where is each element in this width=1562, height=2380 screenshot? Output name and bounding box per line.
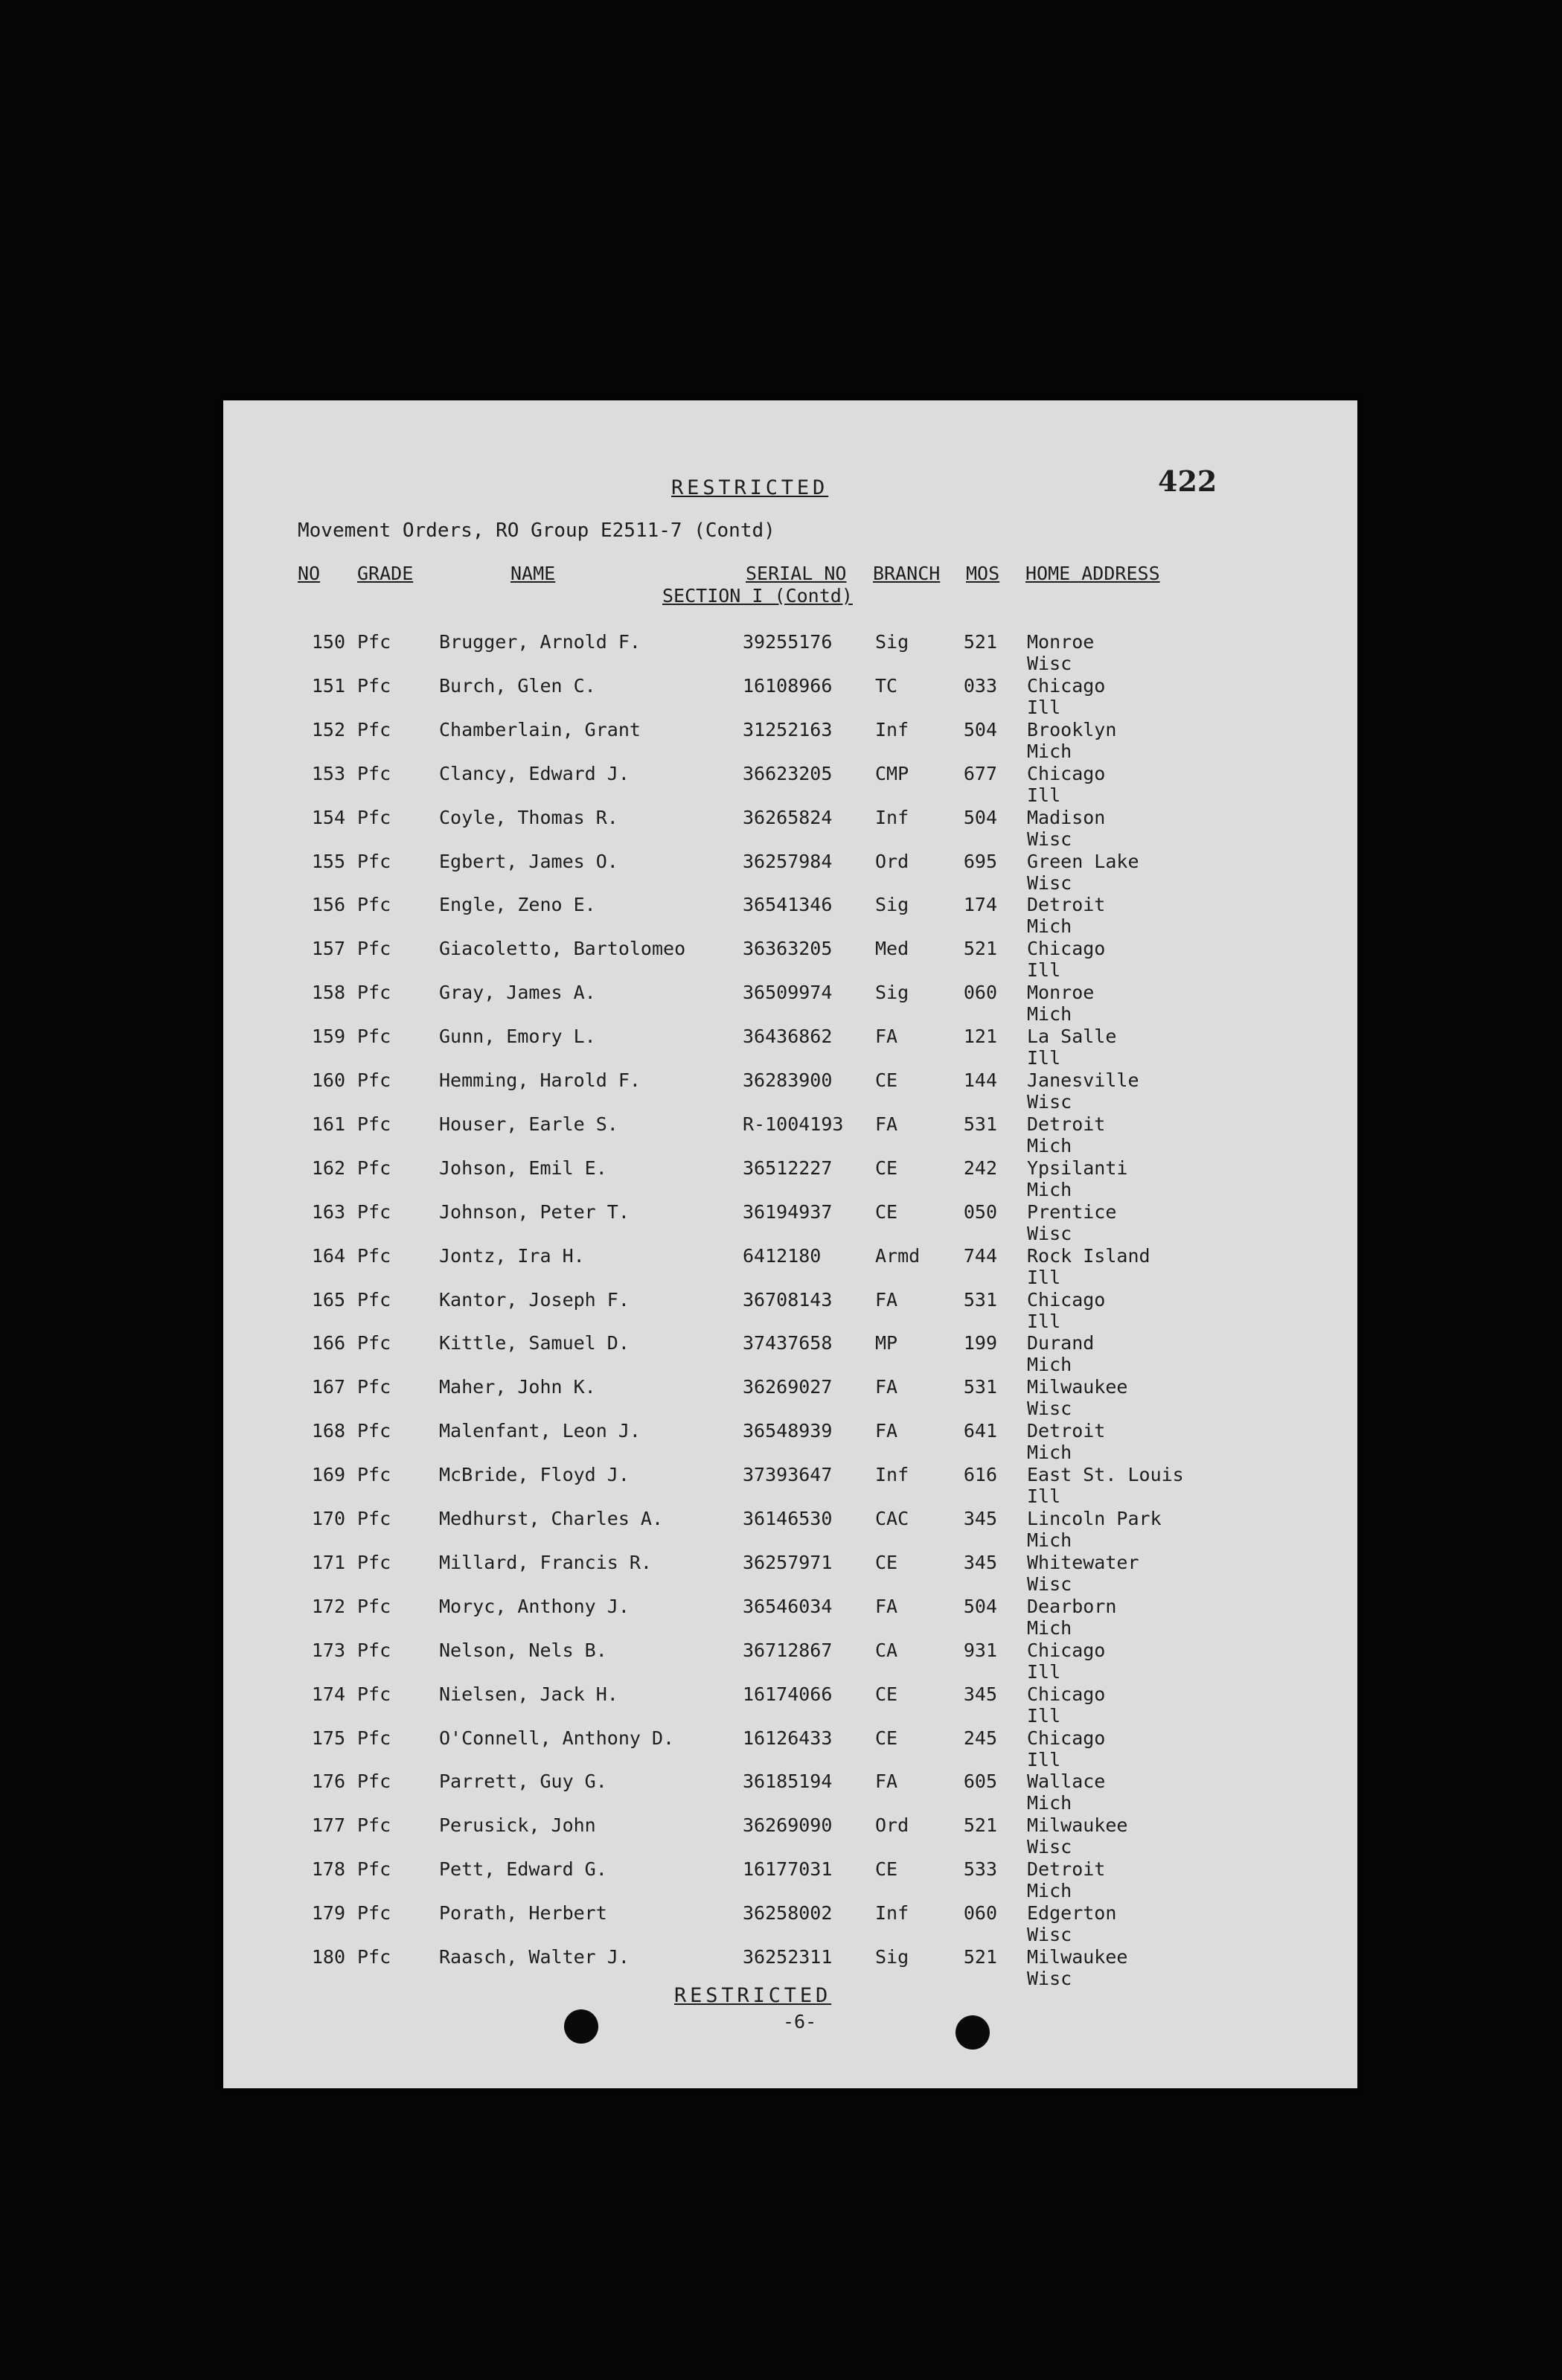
home-city-cell: Milwaukee — [1027, 1946, 1128, 1968]
grade-cell: Pfc — [357, 1508, 391, 1529]
name-cell: Jontz, Ira H. — [439, 1244, 585, 1267]
grade-cell: Pfc — [357, 1332, 391, 1354]
branch-cell: Sig — [875, 631, 909, 653]
home-state-cell: Wisc — [1027, 871, 1072, 894]
mos-cell: 605 — [963, 1770, 997, 1793]
home-city-cell: Madison — [1027, 806, 1106, 828]
branch-cell: Inf — [875, 1902, 909, 1925]
name-cell: Hemming, Harold F. — [439, 1069, 641, 1091]
name-cell: Medhurst, Charles A. — [439, 1508, 664, 1529]
row-number: 150 — [311, 631, 345, 653]
name-cell: Chamberlain, Grant — [439, 718, 641, 740]
branch-cell: Inf — [875, 1464, 909, 1486]
home-city-cell: Wallace — [1027, 1770, 1106, 1793]
branch-cell: FA — [875, 1113, 898, 1135]
mos-cell: 050 — [963, 1200, 997, 1223]
mos-cell: 033 — [963, 674, 997, 697]
grade-cell: Pfc — [357, 1639, 391, 1661]
page-number: 422 — [1158, 464, 1217, 498]
row-number: 180 — [311, 1946, 345, 1968]
grade-cell: Pfc — [357, 1946, 391, 1968]
serial-number-cell: 36509974 — [743, 982, 833, 1004]
home-city-cell: Milwaukee — [1027, 1814, 1128, 1837]
row-number: 171 — [311, 1551, 345, 1573]
home-city-cell: Milwaukee — [1027, 1376, 1128, 1398]
home-city-cell: Prentice — [1027, 1200, 1117, 1223]
name-cell: Egbert, James O. — [439, 850, 618, 872]
mos-cell: 531 — [963, 1376, 997, 1398]
mos-cell: 060 — [963, 982, 997, 1004]
home-state-cell: Mich — [1027, 1134, 1072, 1157]
home-state-cell: Mich — [1027, 1003, 1072, 1026]
home-city-cell: Dearborn — [1027, 1595, 1117, 1617]
name-cell: Johson, Emil E. — [439, 1157, 607, 1179]
serial-number-cell: 36512227 — [743, 1157, 833, 1179]
row-number: 165 — [311, 1288, 345, 1311]
row-number: 158 — [311, 982, 345, 1004]
home-state-cell: Mich — [1027, 1529, 1072, 1551]
row-number: 167 — [311, 1376, 345, 1398]
row-number: 172 — [311, 1595, 345, 1617]
grade-cell: Pfc — [357, 1464, 391, 1486]
home-state-cell: Ill — [1027, 1266, 1061, 1288]
home-state-cell: Wisc — [1027, 1836, 1072, 1858]
row-number: 156 — [311, 894, 345, 916]
home-city-cell: Chicago — [1027, 1288, 1106, 1311]
document-title: Movement Orders, RO Group E2511-7 (Contd) — [298, 519, 775, 542]
name-cell: Gunn, Emory L. — [439, 1026, 596, 1048]
branch-cell: Ord — [875, 850, 909, 872]
serial-number-cell: 36265824 — [743, 806, 833, 828]
home-state-cell: Wisc — [1027, 1398, 1072, 1420]
home-state-cell: Mich — [1027, 915, 1072, 938]
table-row — [223, 894, 1357, 937]
table-row — [223, 1683, 1357, 1727]
table-row — [223, 982, 1357, 1025]
column-header-grade: GRADE — [357, 563, 414, 584]
serial-number-cell: 36623205 — [743, 762, 833, 784]
home-city-cell: Janesville — [1027, 1069, 1139, 1091]
table-row — [223, 1770, 1357, 1814]
mos-cell: 521 — [963, 1814, 997, 1837]
table-row — [223, 1858, 1357, 1901]
branch-cell: FA — [875, 1595, 898, 1617]
home-city-cell: Detroit — [1027, 894, 1106, 916]
grade-cell: Pfc — [357, 1814, 391, 1837]
serial-number-cell: 36541346 — [743, 894, 833, 916]
row-number: 152 — [311, 718, 345, 740]
table-row — [223, 1289, 1357, 1332]
mos-cell: 931 — [963, 1639, 997, 1661]
serial-number-cell: 16108966 — [743, 674, 833, 697]
home-state-cell: Wisc — [1027, 828, 1072, 850]
row-number: 179 — [311, 1902, 345, 1925]
name-cell: Burch, Glen C. — [439, 674, 596, 697]
grade-cell: Pfc — [357, 631, 391, 653]
row-number: 175 — [311, 1727, 345, 1749]
name-cell: Brugger, Arnold F. — [439, 631, 641, 653]
row-number: 161 — [311, 1113, 345, 1135]
home-state-cell: Ill — [1027, 1047, 1061, 1069]
mos-cell: 199 — [963, 1332, 997, 1354]
serial-number-cell: 36269027 — [743, 1376, 833, 1398]
table-row — [223, 763, 1357, 806]
home-state-cell: Wisc — [1027, 1968, 1072, 1989]
home-city-cell: Durand — [1027, 1332, 1095, 1354]
grade-cell: Pfc — [357, 762, 391, 784]
table-row — [223, 1113, 1357, 1157]
home-city-cell: Edgerton — [1027, 1902, 1117, 1925]
home-city-cell: Detroit — [1027, 1113, 1106, 1135]
row-number: 173 — [311, 1639, 345, 1661]
name-cell: Nielsen, Jack H. — [439, 1683, 618, 1705]
grade-cell: Pfc — [357, 982, 391, 1004]
home-state-cell: Mich — [1027, 1616, 1072, 1639]
home-city-cell: Detroit — [1027, 1420, 1106, 1442]
table-row — [223, 1902, 1357, 1945]
serial-number-cell: 36363205 — [743, 938, 833, 960]
table-row — [223, 675, 1357, 718]
home-city-cell: Chicago — [1027, 1683, 1106, 1705]
branch-cell: CE — [875, 1858, 898, 1881]
home-city-cell: Chicago — [1027, 1639, 1106, 1661]
home-state-cell: Ill — [1027, 784, 1061, 806]
mos-cell: 060 — [963, 1902, 997, 1925]
document-page — [223, 400, 1357, 2088]
serial-number-cell: 36712867 — [743, 1639, 833, 1661]
serial-number-cell: 16177031 — [743, 1858, 833, 1881]
serial-number-cell: 36252311 — [743, 1946, 833, 1968]
mos-cell: 521 — [963, 938, 997, 960]
mos-cell: 533 — [963, 1858, 997, 1881]
home-state-cell: Mich — [1027, 1354, 1072, 1376]
serial-number-cell: 37393647 — [743, 1464, 833, 1486]
mos-cell: 504 — [963, 1595, 997, 1617]
mos-cell: 345 — [963, 1683, 997, 1705]
column-header-name: NAME — [510, 563, 556, 584]
grade-cell: Pfc — [357, 1683, 391, 1705]
column-header-mos: MOS — [966, 563, 1000, 584]
column-header-no: NO — [298, 563, 321, 584]
table-row — [223, 1069, 1357, 1113]
home-state-cell: Ill — [1027, 696, 1061, 718]
table-row — [223, 1245, 1357, 1288]
home-city-cell: Monroe — [1027, 982, 1095, 1004]
mos-cell: 121 — [963, 1026, 997, 1048]
home-state-cell: Wisc — [1027, 1091, 1072, 1113]
mos-cell: 521 — [963, 1946, 997, 1968]
row-number: 159 — [311, 1026, 345, 1048]
branch-cell: FA — [875, 1420, 898, 1442]
home-state-cell: Ill — [1027, 1485, 1061, 1508]
serial-number-cell: 36548939 — [743, 1420, 833, 1442]
serial-number-cell: 39255176 — [743, 631, 833, 653]
name-cell: Kantor, Joseph F. — [439, 1288, 630, 1311]
grade-cell: Pfc — [357, 1595, 391, 1617]
row-number: 177 — [311, 1814, 345, 1837]
home-city-cell: Brooklyn — [1027, 718, 1117, 740]
name-cell: Porath, Herbert — [439, 1902, 607, 1925]
name-cell: Parrett, Guy G. — [439, 1770, 607, 1793]
mos-cell: 174 — [963, 894, 997, 916]
grade-cell: Pfc — [357, 1376, 391, 1398]
branch-cell: CMP — [875, 762, 909, 784]
branch-cell: CE — [875, 1157, 898, 1179]
home-city-cell: Chicago — [1027, 674, 1106, 697]
name-cell: Perusick, John — [439, 1814, 596, 1837]
name-cell: Millard, Francis R. — [439, 1551, 652, 1573]
name-cell: Coyle, Thomas R. — [439, 806, 618, 828]
table-row — [223, 851, 1357, 894]
home-city-cell: Lincoln Park — [1027, 1508, 1162, 1529]
mos-cell: 677 — [963, 762, 997, 784]
home-state-cell: Ill — [1027, 959, 1061, 982]
branch-cell: TC — [875, 674, 898, 697]
row-number: 160 — [311, 1069, 345, 1091]
home-state-cell: Ill — [1027, 1310, 1061, 1332]
grade-cell: Pfc — [357, 1069, 391, 1091]
name-cell: O'Connell, Anthony D. — [439, 1727, 675, 1749]
mos-cell: 531 — [963, 1113, 997, 1135]
table-row — [223, 631, 1357, 674]
restricted-stamp-bottom: RESTRICTED — [674, 1984, 832, 2007]
home-state-cell: Wisc — [1027, 1924, 1072, 1946]
mos-cell: 345 — [963, 1508, 997, 1529]
grade-cell: Pfc — [357, 1420, 391, 1442]
mos-cell: 744 — [963, 1244, 997, 1267]
home-city-cell: Chicago — [1027, 1727, 1106, 1749]
home-city-cell: East St. Louis — [1027, 1464, 1184, 1486]
grade-cell: Pfc — [357, 1551, 391, 1573]
home-state-cell: Ill — [1027, 1704, 1061, 1727]
table-row — [223, 1727, 1357, 1770]
serial-number-cell: R-1004193 — [743, 1113, 844, 1135]
name-cell: Clancy, Edward J. — [439, 762, 630, 784]
page-footer-number: -6- — [783, 2011, 817, 2032]
home-city-cell: Rock Island — [1027, 1244, 1150, 1267]
table-row — [223, 1640, 1357, 1683]
mos-cell: 504 — [963, 806, 997, 828]
branch-cell: CE — [875, 1200, 898, 1223]
grade-cell: Pfc — [357, 806, 391, 828]
row-number: 176 — [311, 1770, 345, 1793]
row-number: 166 — [311, 1332, 345, 1354]
table-row — [223, 1946, 1357, 1989]
name-cell: Pett, Edward G. — [439, 1858, 607, 1881]
home-city-cell: Chicago — [1027, 762, 1106, 784]
serial-number-cell: 36283900 — [743, 1069, 833, 1091]
grade-cell: Pfc — [357, 1858, 391, 1881]
home-city-cell: Green Lake — [1027, 850, 1139, 872]
branch-cell: FA — [875, 1770, 898, 1793]
restricted-stamp-top: RESTRICTED — [671, 476, 829, 499]
serial-number-cell: 36269090 — [743, 1814, 833, 1837]
grade-cell: Pfc — [357, 938, 391, 960]
row-number: 168 — [311, 1420, 345, 1442]
branch-cell: CE — [875, 1683, 898, 1705]
home-city-cell: Whitewater — [1027, 1551, 1139, 1573]
table-row — [223, 1026, 1357, 1069]
row-number: 169 — [311, 1464, 345, 1486]
row-number: 157 — [311, 938, 345, 960]
grade-cell: Pfc — [357, 1113, 391, 1135]
branch-cell: CAC — [875, 1508, 909, 1529]
grade-cell: Pfc — [357, 894, 391, 916]
grade-cell: Pfc — [357, 1157, 391, 1179]
branch-cell: MP — [875, 1332, 898, 1354]
table-row — [223, 1332, 1357, 1375]
home-state-cell: Mich — [1027, 740, 1072, 762]
section-title: SECTION I (Contd) — [662, 585, 853, 607]
mos-cell: 144 — [963, 1069, 997, 1091]
serial-number-cell: 37437658 — [743, 1332, 833, 1354]
column-header-address: HOME ADDRESS — [1025, 563, 1160, 584]
mos-cell: 695 — [963, 850, 997, 872]
branch-cell: Med — [875, 938, 909, 960]
branch-cell: CE — [875, 1069, 898, 1091]
home-state-cell: Mich — [1027, 1178, 1072, 1200]
serial-number-cell: 36546034 — [743, 1595, 833, 1617]
branch-cell: FA — [875, 1376, 898, 1398]
serial-number-cell: 36257971 — [743, 1551, 833, 1573]
row-number: 163 — [311, 1200, 345, 1223]
mos-cell: 641 — [963, 1420, 997, 1442]
row-number: 178 — [311, 1858, 345, 1881]
name-cell: Nelson, Nels B. — [439, 1639, 607, 1661]
row-number: 153 — [311, 762, 345, 784]
punch-hole-left — [564, 2009, 598, 2044]
mos-cell: 504 — [963, 718, 997, 740]
name-cell: Giacoletto, Bartolomeo — [439, 938, 686, 960]
name-cell: McBride, Floyd J. — [439, 1464, 630, 1486]
grade-cell: Pfc — [357, 1727, 391, 1749]
branch-cell: FA — [875, 1026, 898, 1048]
serial-number-cell: 36146530 — [743, 1508, 833, 1529]
serial-number-cell: 36257984 — [743, 850, 833, 872]
row-number: 164 — [311, 1244, 345, 1267]
column-header-branch: BRANCH — [873, 563, 941, 584]
table-row — [223, 1552, 1357, 1595]
serial-number-cell: 36258002 — [743, 1902, 833, 1925]
mos-cell: 242 — [963, 1157, 997, 1179]
table-row — [223, 1376, 1357, 1419]
name-cell: Moryc, Anthony J. — [439, 1595, 630, 1617]
home-city-cell: Detroit — [1027, 1858, 1106, 1881]
name-cell: Kittle, Samuel D. — [439, 1332, 630, 1354]
grade-cell: Pfc — [357, 850, 391, 872]
branch-cell: Armd — [875, 1244, 921, 1267]
branch-cell: Inf — [875, 718, 909, 740]
serial-number-cell: 6412180 — [743, 1244, 822, 1267]
grade-cell: Pfc — [357, 1288, 391, 1311]
serial-number-cell: 16126433 — [743, 1727, 833, 1749]
grade-cell: Pfc — [357, 1200, 391, 1223]
mos-cell: 531 — [963, 1288, 997, 1311]
home-state-cell: Mich — [1027, 1792, 1072, 1814]
name-cell: Gray, James A. — [439, 982, 596, 1004]
grade-cell: Pfc — [357, 674, 391, 697]
home-city-cell: Monroe — [1027, 631, 1095, 653]
row-number: 155 — [311, 850, 345, 872]
home-state-cell: Wisc — [1027, 1573, 1072, 1595]
name-cell: Malenfant, Leon J. — [439, 1420, 641, 1442]
name-cell: Engle, Zeno E. — [439, 894, 596, 916]
name-cell: Johnson, Peter T. — [439, 1200, 630, 1223]
home-state-cell: Wisc — [1027, 1222, 1072, 1244]
branch-cell: Ord — [875, 1814, 909, 1837]
branch-cell: Sig — [875, 982, 909, 1004]
serial-number-cell: 31252163 — [743, 718, 833, 740]
home-city-cell: La Salle — [1027, 1026, 1117, 1048]
table-row — [223, 938, 1357, 981]
table-row — [223, 719, 1357, 762]
serial-number-cell: 16174066 — [743, 1683, 833, 1705]
mos-cell: 245 — [963, 1727, 997, 1749]
grade-cell: Pfc — [357, 1026, 391, 1048]
name-cell: Houser, Earle S. — [439, 1113, 618, 1135]
grade-cell: Pfc — [357, 718, 391, 740]
branch-cell: FA — [875, 1288, 898, 1311]
row-number: 154 — [311, 806, 345, 828]
punch-hole-right — [956, 2015, 990, 2050]
mos-cell: 521 — [963, 631, 997, 653]
table-row — [223, 1157, 1357, 1200]
branch-cell: Sig — [875, 1946, 909, 1968]
mos-cell: 345 — [963, 1551, 997, 1573]
branch-cell: Sig — [875, 894, 909, 916]
table-row — [223, 1814, 1357, 1858]
home-city-cell: Chicago — [1027, 938, 1106, 960]
serial-number-cell: 36185194 — [743, 1770, 833, 1793]
branch-cell: Inf — [875, 806, 909, 828]
row-number: 170 — [311, 1508, 345, 1529]
home-state-cell: Mich — [1027, 1880, 1072, 1902]
serial-number-cell: 36708143 — [743, 1288, 833, 1311]
name-cell: Maher, John K. — [439, 1376, 596, 1398]
row-number: 151 — [311, 674, 345, 697]
table-row — [223, 1508, 1357, 1551]
grade-cell: Pfc — [357, 1770, 391, 1793]
home-state-cell: Ill — [1027, 1660, 1061, 1683]
table-row — [223, 1464, 1357, 1507]
home-city-cell: Ypsilanti — [1027, 1157, 1128, 1179]
row-number: 162 — [311, 1157, 345, 1179]
home-state-cell: Wisc — [1027, 653, 1072, 674]
home-state-cell: Ill — [1027, 1748, 1061, 1770]
serial-number-cell: 36194937 — [743, 1200, 833, 1223]
row-number: 174 — [311, 1683, 345, 1705]
home-state-cell: Mich — [1027, 1442, 1072, 1464]
table-row — [223, 1201, 1357, 1244]
mos-cell: 616 — [963, 1464, 997, 1486]
branch-cell: CE — [875, 1727, 898, 1749]
name-cell: Raasch, Walter J. — [439, 1946, 630, 1968]
table-row — [223, 1596, 1357, 1639]
grade-cell: Pfc — [357, 1244, 391, 1267]
table-row — [223, 807, 1357, 850]
serial-number-cell: 36436862 — [743, 1026, 833, 1048]
column-header-serial: SERIAL NO — [746, 563, 847, 584]
branch-cell: CA — [875, 1639, 898, 1661]
table-row — [223, 1420, 1357, 1463]
branch-cell: CE — [875, 1551, 898, 1573]
grade-cell: Pfc — [357, 1902, 391, 1925]
